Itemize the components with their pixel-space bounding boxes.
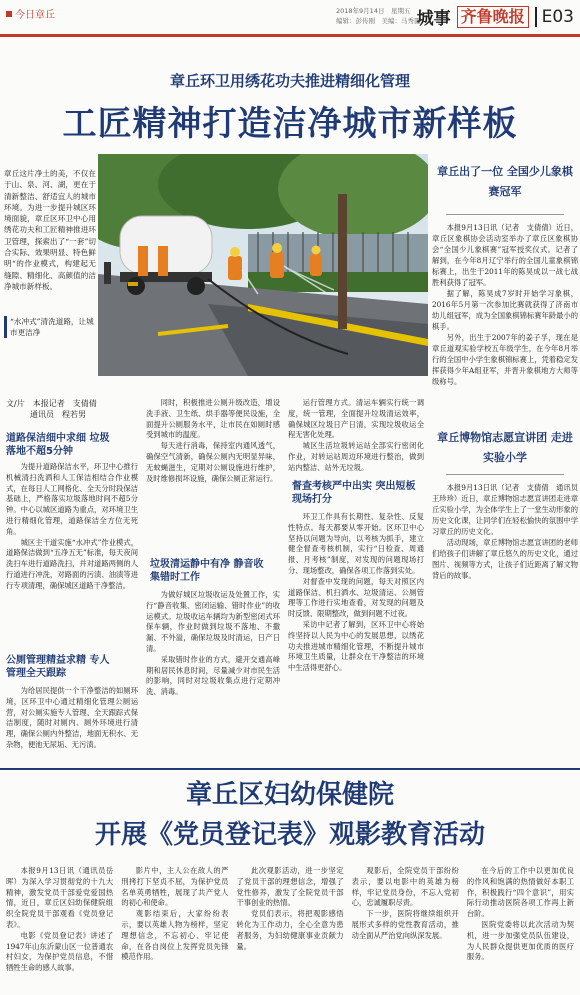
masthead-right — [417, 4, 574, 29]
sub4-para-1: 环卫工作具有长期性、复杂性、反复性特点。每天都要从零开始。区环卫中心坚持以问题为导向，以考核为抓手，建立健全督查考核机制，实行“日检查、周通报、月考核”制度，对发现的问题现场打分、现场整改，确保各项工作落到实处。 — [288, 512, 424, 575]
brief2-body — [432, 482, 578, 767]
sub2-para-1: 为给居民提供一个干净整洁的如厕环境，区环卫中心通过精细化管理公厕运营，对公厕实施专人管理、全天跟踪式保洁制度，随时对厕内、厕外环境进行清理，确保公厕内外整洁，地面无积水、无杂物，便池无尿垢、无污渍。 — [6, 686, 138, 749]
street-cleaning-illustration — [98, 154, 428, 376]
brief1-body — [432, 222, 578, 420]
street-cleaning-photo — [98, 154, 428, 376]
page-number: E03 — [535, 7, 574, 27]
sub4-para-3: 采访中记者了解到，区环卫中心将始终坚持以人民为中心的发展思想，以绣花功夫推进城市精细化管理，不断提升城市环境卫生质量，让群众在干净整洁的环境中生活得更舒心。 — [288, 619, 424, 673]
issue-editors: 编辑：彭传刚 美编：马秀霞 — [336, 17, 421, 25]
byline-line-1: 文/片 本报记者 支倩倩 — [6, 399, 97, 408]
second-col-4-para-2: 下一步，医院将继续组织开展形式多样的党性教育活动，推动全面从严治党向纵深发展。 — [351, 909, 459, 940]
second-col-3-para-2: 党员们表示，将把观影感悟转化为工作动力，全心全意为患者服务，为妇幼健康事业贡献力量。 — [236, 909, 344, 951]
col2-upper-text — [146, 398, 280, 552]
mid-para-1: 同时，积极推进公厕升级改造，增设洗手液、卫生纸、烘手器等便民设施，全面提升公厕服务水平，让市民在如厕时感受到城市的温度。 — [146, 398, 280, 440]
second-story-body — [6, 866, 574, 991]
subhead-toilet-management: 公厕管理精益求精 专人管理全天跟踪 — [6, 655, 110, 679]
second-col-3-para-1: 此次观影活动，进一步坚定了党员干部的理想信念，增强了党性修养，激发了全院党员干部干事创业的热情。 — [236, 866, 344, 908]
section-rule — [0, 768, 580, 770]
col3-para-1: 运行管理方式。清运车辆实行统一调度，统一管理，全面提升垃圾清运效率，确保城区垃圾日产日清，实现垃圾收运全程无害化处理。 — [288, 398, 424, 440]
brief1-headline: 章丘出了一位 全国少儿象棋赛冠军 — [437, 165, 573, 198]
brief1-para-1: 据了解，陈昊成7岁时开始学习象棋，2016年5月第一次参加比赛就获得了济南市幼儿组冠军，成为全国象棋锦标赛年龄最小的棋手。 — [432, 289, 578, 331]
mid-para-2: 每天进行消毒，保持室内通风透气，确保空气清新，确保公厕内无明显异味，无蚊蝇滋生，定期对公厕设施进行维护，及时维修损坏设施，确保公厕正常运行。 — [146, 441, 280, 483]
lead-lede: 章丘这片净土的美，不仅在于山、泉、河、湖，更在于清新整洁、舒适宜人的城市环境。为进一步提升城区环境面貌，章丘区环卫中心用绣花功夫和工匠精神推进环卫管理，探索出了“一套”切合实际、效果明显、特色鲜明“的作业模式，构建起无缝隙、精细化、高颜值的洁净城市新样板。 — [4, 169, 96, 291]
second-headline-line-1: 章丘区妇幼保健院 — [185, 780, 394, 810]
col3-para-2: 城区生活垃圾转运站全部实行密闭化作业，对转运站周边环境进行整治，做到站内整洁、站外无垃圾。 — [288, 441, 424, 472]
column-name: 城事 — [416, 9, 451, 29]
newspaper-logo: 齐鲁晚报 — [457, 6, 529, 28]
byline-line-2: 通讯员 程若男 — [30, 410, 86, 419]
second-col-5-para-2: 医院党委将以此次活动为契机，进一步加强党员队伍建设，为人民群众提供更加优质的医疗服务。 — [466, 919, 574, 962]
sub3-para-2: 采取错时作业的方式，避开交通高峰期和居民休息时间，尽量减少对市民生活的影响，同时对垃圾收集点进行定期冲洗、消毒。 — [146, 654, 280, 697]
section-tag — [6, 6, 55, 21]
col3-upper-text — [288, 398, 424, 474]
second-col-2-para-1: 影片中，主人公在敌人的严刑拷打下坚贞不屈，为保护党员名单英勇牺牲，展现了共产党人的初心和使命。 — [121, 866, 229, 908]
masthead — [0, 0, 580, 38]
brief1-para-2: 另外，出生于2007年的姜子孚，现在是章丘道观实验学校五年级学生，在今年8月举行的全国中小学生象棋锦标赛上，凭着稳定发挥获得少年A组亚军，并晋升象棋地方大师等级称号。 — [432, 333, 578, 386]
second-col-1 — [6, 866, 113, 991]
second-headline-line-2: 开展《党员登记表》观影教育活动 — [94, 820, 485, 850]
second-col-2 — [121, 866, 228, 991]
sub1-para-1: 为提升道路保洁水平，环卫中心推行机械清扫洗洒和人工保洁相结合作业模式，在每日人工网格化、全天分时段保洁基础上，严格落实垃圾落地时间不超5分钟。中心以城区道路为重点，对环境卫生进行精细化管理，道路保洁全方位无死角。 — [6, 462, 138, 536]
masthead-rule — [0, 34, 580, 37]
issue-date: 2018年9月14日 星期五 — [336, 7, 411, 15]
subhead-road-cleaning: 道路保洁细中求细 垃圾落地不超5分钟 — [6, 433, 110, 457]
brief2-lead: 本报9月13日讯（记者 支倩倩 通讯员 王珍珍）近日，章丘博物馆志愿宣讲团走进章丘实验小学，为全体学生上了一堂生动形象的历史文化课，让同学们在轻松愉快的氛围中学习章丘的历史文化。 — [432, 483, 578, 536]
second-col-2-para-2: 观影结束后，大家纷纷表示，要以英雄人物为榜样，坚定理想信念，不忘初心、牢记使命，在各自岗位上发挥党员先锋模范作用。 — [121, 909, 229, 962]
sub4-para-2: 对督查中发现的问题，每天对照区内道路保洁、机扫洒水、垃圾清运、公厕管理等工作进行实地查看，对发现的问题及时反馈、限期整改，做到问题不过夜。 — [288, 576, 424, 619]
subhead-inspection: 督查考核严中出实 突出短板现场打分 — [292, 481, 416, 505]
brief2-headline: 章丘博物馆志愿宣讲团 走进实验小学 — [437, 431, 573, 464]
col3-lower-text — [288, 512, 424, 764]
brief2-rule — [446, 474, 564, 475]
col2-lower-text — [146, 590, 280, 764]
second-col-5-para-1: 在今后的工作中以更加优良的作风和饱满的热情做好本职工作，积极践行“四个意识”，用实际行动推动医院各项工作再上新台阶。 — [466, 866, 574, 919]
section-marker-icon — [6, 11, 12, 17]
brief1-rule — [446, 214, 564, 215]
lead-headline: 工匠精神打造洁净城市新样板 — [62, 104, 518, 144]
issue-meta — [336, 6, 421, 26]
second-col-5 — [467, 866, 574, 991]
second-col-3 — [236, 866, 343, 991]
col1-text — [6, 462, 138, 648]
brief2-para-1: 活动现场，章丘博物馆志愿宣讲团的老师们给孩子们讲解了章丘悠久的历史文化，通过图片、视频等方式，让孩子们近距离了解文物背后的故事。 — [432, 538, 578, 580]
second-col-1-para-1: 本报9月13日讯（通讯员岳晖）为深入学习贯彻党的十九大精神，激发党员干部爱党爱国热情，近日，章丘区妇幼保健院组织全院党员干部观看《党员登记表》。 — [6, 866, 114, 929]
second-col-4 — [352, 866, 459, 991]
sub1-para-2: 城区主干道实施“水冲式”作业模式，道路保洁做到“五净五无”标准，每天夜间洗扫车进行道路洗扫，并对道路两侧的人行道进行冲洗，对路面的污渍、油渍等进行专项清理，确保城区道路干净整洁。 — [6, 537, 138, 590]
brief-chess-champion — [432, 162, 578, 202]
col1-lower-text — [6, 686, 138, 764]
second-col-1-para-2: 电影《党员登记表》讲述了1947年山东沂蒙山区一位普通农村妇女，为保护党员信息，不惜牺牲生命的感人故事。 — [6, 930, 114, 973]
brief1-lead: 本报9月13日讯（记者 支倩倩）近日，章丘区象棋协会活动室举办了章丘区象棋协会“全国少儿象棋赛”冠军授奖仪式。记者了解到，在今年8月辽宁举行的全国儿童象棋锦标赛上，出生于2011年的陈昊成以一战七战胜利获得了冠军。 — [432, 223, 578, 287]
lead-kicker: 章丘环卫用绣花功夫推进精细化管理 — [169, 72, 410, 90]
second-col-4-para-1: 观影后，全院党员干部纷纷表示，要以电影中的英雄为榜样，牢记党员身份，不忘入党初心，忠诚履职尽责。 — [351, 866, 459, 908]
photo-caption: “水冲式”清洗道路，让城市更洁净 — [4, 316, 96, 338]
brief-museum-volunteers — [432, 428, 578, 468]
sub3-para-1: 为做好城区垃圾收运及处置工作，实行“静音收集、密闭运输、错时作业”的收运模式。垃圾收运车辆均为新型密闭式环保车辆，作业时做到垃圾不落地、不撒漏、不外溢，确保垃圾及时清运，日产日清。 — [146, 590, 280, 653]
section-tag-label: 今日章丘 — [15, 10, 55, 21]
lead-byline — [6, 398, 97, 420]
subhead-garbage-collection: 垃圾清运静中有净 静音收集错时工作 — [150, 559, 264, 583]
